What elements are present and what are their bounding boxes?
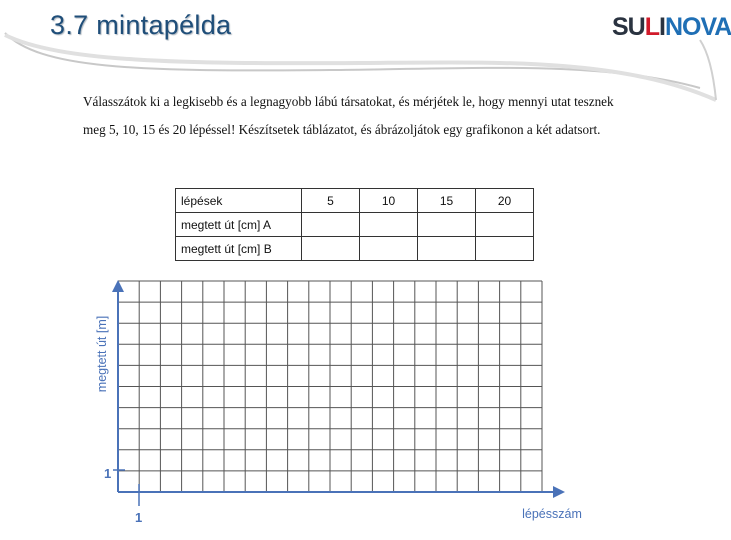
grid-lines (118, 281, 542, 492)
table-header-step: 10 (360, 189, 418, 213)
x-axis-label: lépésszám (522, 507, 582, 521)
x-axis-arrow (553, 486, 565, 498)
table-row-label: megtett út [cm] A (176, 213, 302, 237)
y-axis-label: megtett út [m] (95, 315, 109, 393)
table-row-label: megtett út [cm] B (176, 237, 302, 261)
logo-part-l: L (644, 13, 660, 41)
table-header-step: 5 (302, 189, 360, 213)
table-header-step: 20 (476, 189, 534, 213)
logo-part-su: SU (612, 13, 645, 41)
y-axis-arrow (112, 280, 124, 292)
logo-part-nova: NOVA (664, 13, 731, 41)
axes (112, 280, 565, 506)
table-header-label: lépések (176, 189, 302, 213)
y-tick-label: 1 (104, 466, 112, 481)
slide-title: 3.7 mintapélda (50, 10, 232, 40)
task-text: Válasszátok ki a legkisebb és a legnagyobb lábú társatokat, és mérjétek le, hogy mennyi utat tesznek meg 5, 10, 15 és 20 lépéssel! Készítsetek táblázatot, és ábrázoljátok egy grafikonon a két adatsort. (83, 94, 614, 137)
x-tick-label: 1 (135, 510, 143, 525)
table-header-step: 15 (418, 189, 476, 213)
logo-part-i: I (659, 13, 665, 41)
